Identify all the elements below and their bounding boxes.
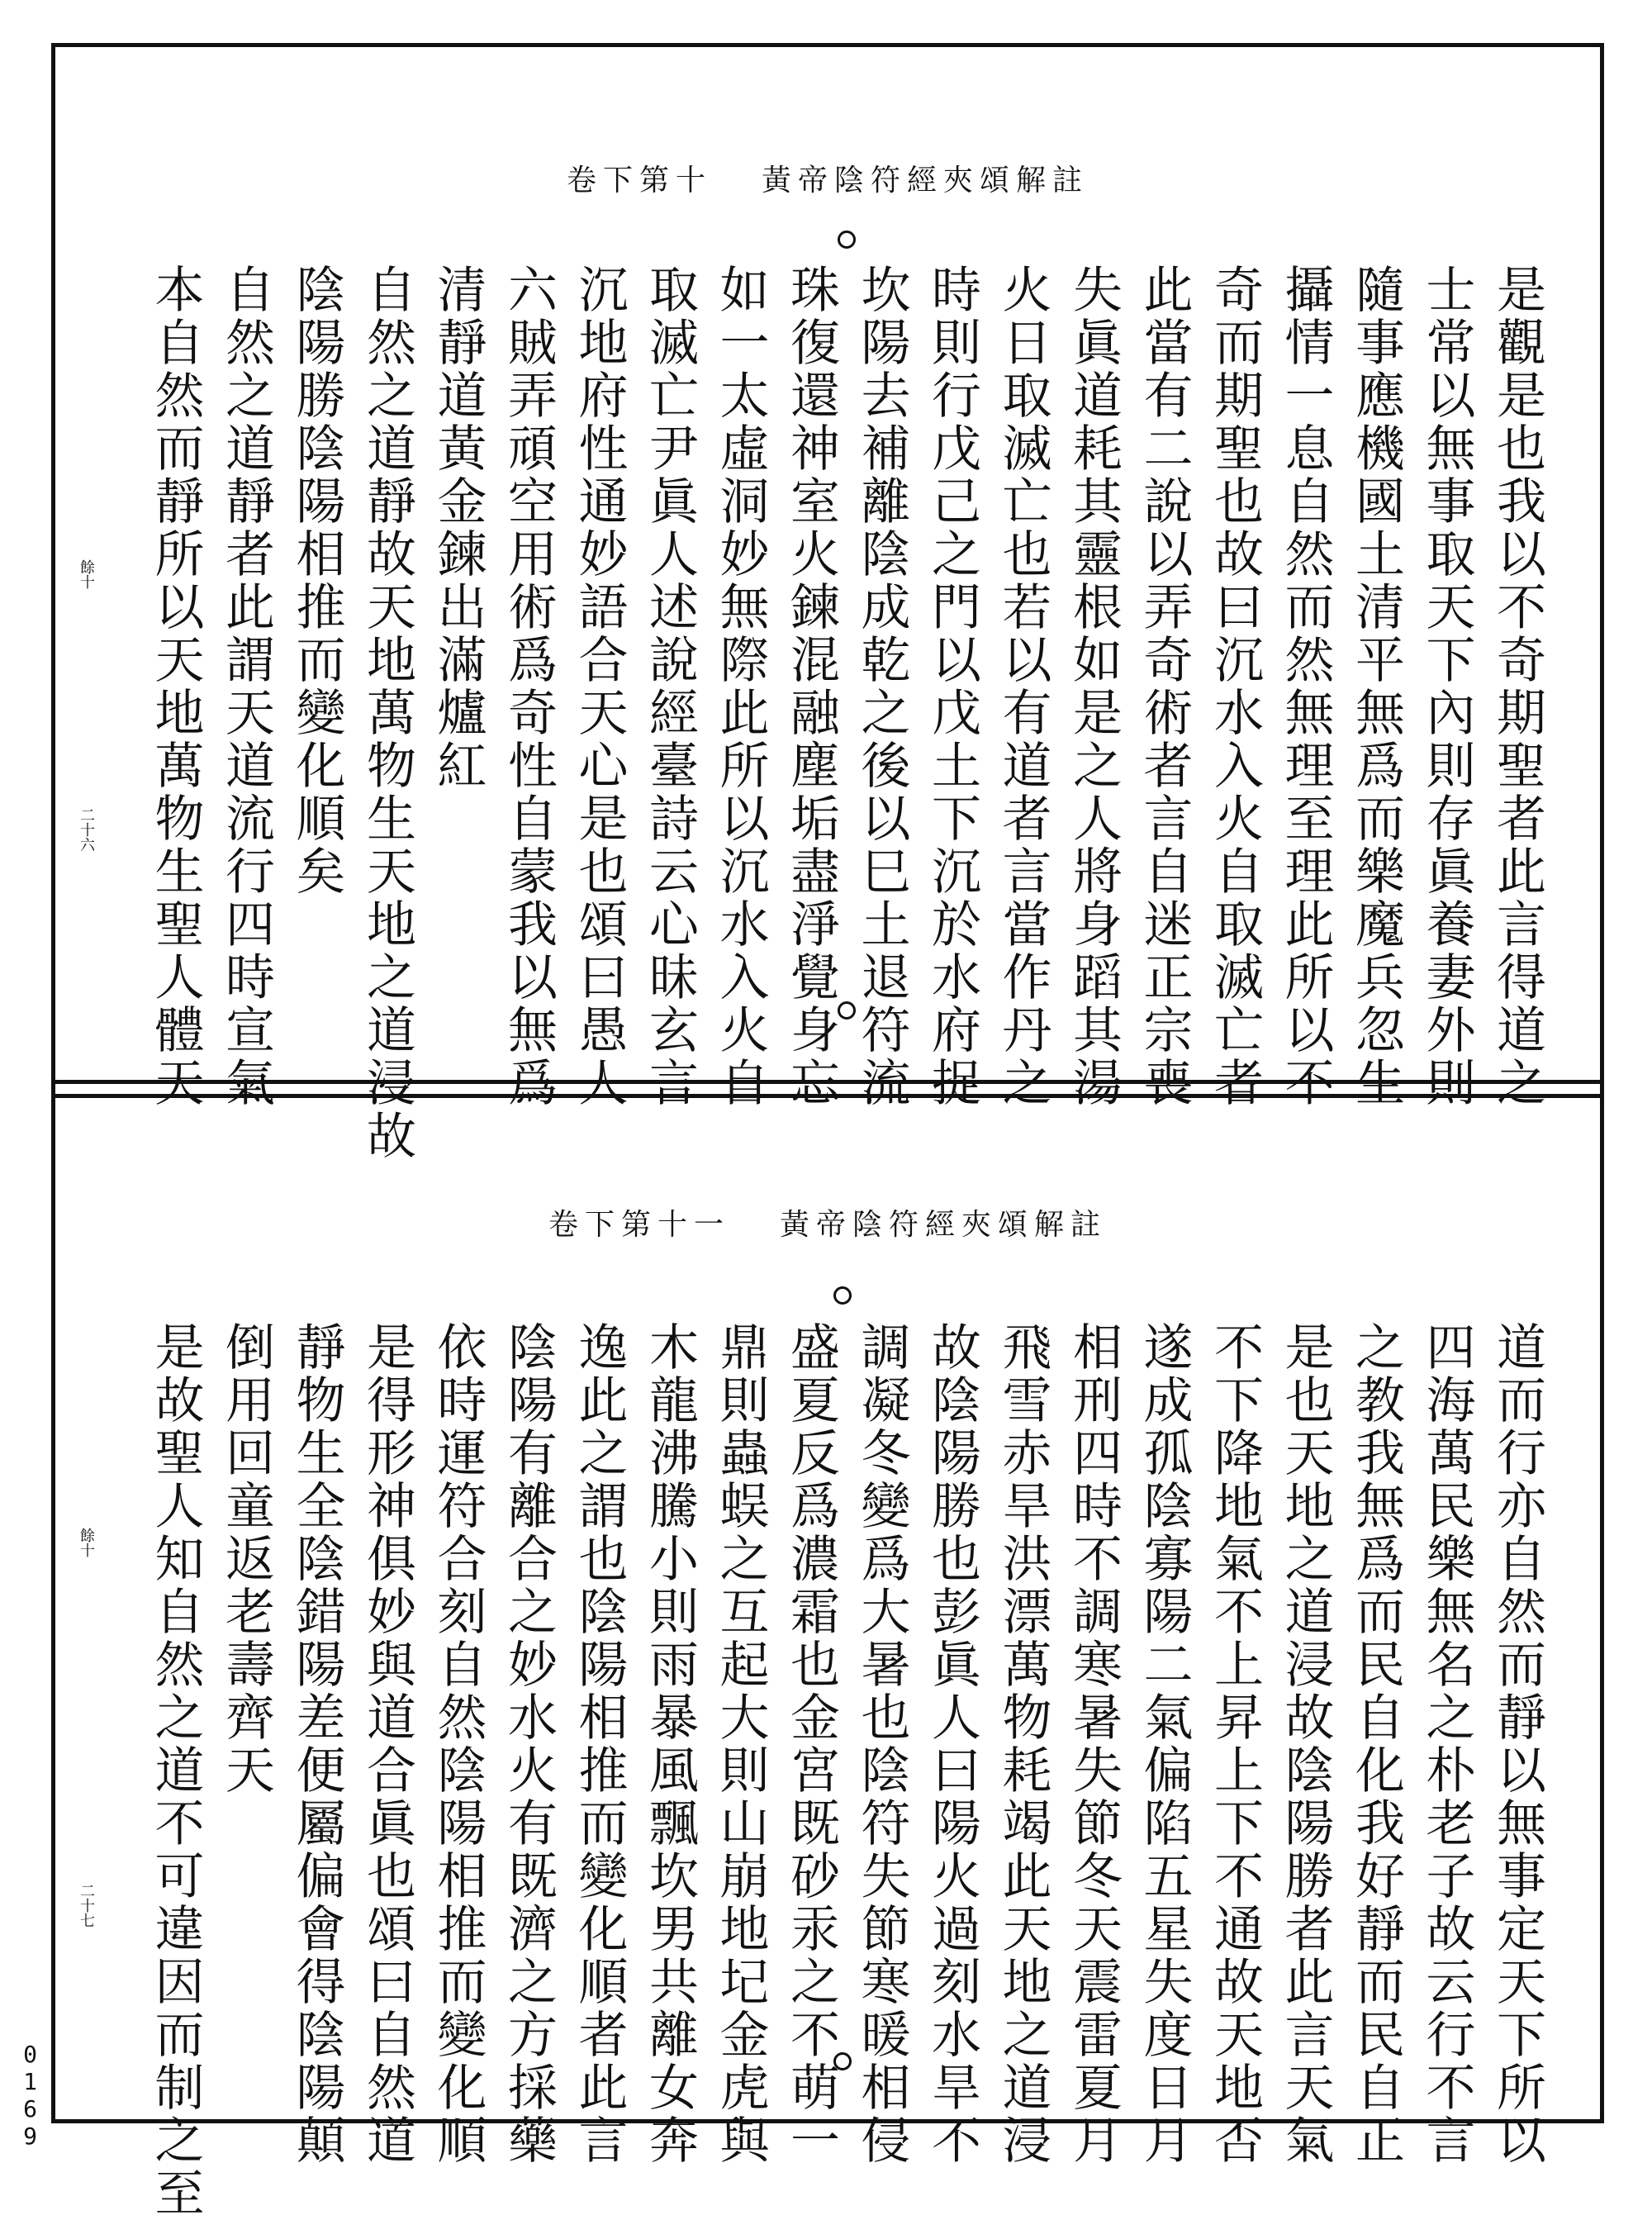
punctuation-circle (838, 231, 856, 249)
header-title: 黃帝陰符經夾頌解註 (762, 163, 1089, 197)
punctuation-circle (833, 1286, 852, 1305)
text-column: 遂成孤陰寡陽二氣偏陷五星失度日月 (1135, 1321, 1194, 2167)
upper-half-page (55, 47, 1600, 1162)
running-header (55, 145, 1600, 211)
text-column: 時則行戊己之門以戊土下沉於水府捉 (923, 264, 981, 1110)
running-header (55, 1189, 1600, 1255)
text-column: 依時運符合刻自然陰陽相推而變化順 (429, 1321, 487, 2167)
header-section: 卷下第十一 (548, 1207, 730, 1242)
text-column: 隨事應機國土清平無爲而樂魔兵忽生 (1347, 264, 1405, 1110)
text-column: 盛夏反爲濃霜也金宮既砂汞之不萌一 (782, 1321, 840, 2167)
footer-page-number: 二十六 (78, 807, 95, 852)
text-column: 珠復還神室火鍊混融塵垢盡淨覺身忘 (782, 264, 840, 1110)
text-column: 此當有二說以弄奇術者言自迷正宗喪 (1135, 264, 1194, 1110)
text-column: 如一太虛洞妙無際此所以沉水入火自 (711, 264, 770, 1110)
footer-page-number: 二十七 (78, 1883, 95, 1928)
text-column: 陰陽有離合之妙水火有既濟之方採藥 (500, 1321, 558, 2167)
scripture-page (51, 43, 1604, 2220)
text-column: 倒用回童返老壽齊天 (217, 1321, 275, 1797)
text-column: 士常以無事取天下內則存眞養妻外則 (1417, 264, 1476, 1110)
text-column: 沉地府性通妙語合天心是也頌曰愚人 (570, 264, 629, 1110)
text-column: 是觀是也我以不奇期聖者此言得道之 (1488, 264, 1546, 1110)
text-column: 清靜道黃金鍊出滿爐紅 (429, 264, 487, 792)
text-column: 四海萬民樂無名之朴老子故云行不言 (1417, 1321, 1476, 2167)
text-column: 靜物生全陰錯陽差便屬偏會得陰陽顛 (287, 1321, 346, 2167)
text-column: 六賊弄頑空用術爲奇性自蒙我以無爲 (500, 264, 558, 1110)
lower-half-page (55, 1098, 1600, 2220)
page-number: 0169 (17, 2041, 44, 2150)
footer-label: 餘十 (78, 559, 95, 589)
text-column: 鼎則蟲蜈之互起大則山崩地圮金虎與 (711, 1321, 770, 2167)
header-section: 卷下第十 (566, 163, 712, 197)
text-column: 故陰陽勝也彭眞人曰陽火過刻水旱不 (923, 1321, 981, 2167)
text-column: 取滅亡尹眞人述說經臺詩云心昧玄言 (641, 264, 699, 1110)
text-column: 坎陽去補離陰成乾之後以巳土退符流 (852, 264, 911, 1110)
text-column: 奇而期聖也故曰沉水入火自取滅亡者 (1206, 264, 1264, 1110)
text-column: 本自然而靜所以天地萬物生聖人體天 (146, 264, 205, 1110)
text-column: 自然之道靜故天地萬物生天地之道浸故 (358, 264, 416, 1162)
text-column: 是故聖人知自然之道不可違因而制之至 (146, 1321, 205, 2220)
text-column: 逸此之謂也陰陽相推而變化順者此言 (570, 1321, 629, 2167)
text-column: 飛雪赤旱洪漂萬物耗竭此天地之道浸 (994, 1321, 1052, 2167)
text-column: 道而行亦自然而靜以無事定天下所以 (1488, 1321, 1546, 2167)
text-column: 調凝冬變爲大暑也陰符失節寒暖相侵 (852, 1321, 911, 2167)
text-column: 火日取滅亡也若以有道者言當作丹之 (994, 264, 1052, 1110)
panel-divider (55, 1080, 1600, 1098)
text-column: 之教我無爲而民自化我好靜而民自正 (1347, 1321, 1405, 2167)
text-column: 陰陽勝陰陽相推而變化順矣 (287, 264, 346, 898)
text-column: 自然之道靜者此謂天道流行四時宣氣 (217, 264, 275, 1110)
footer-label: 餘十 (78, 1528, 95, 1557)
text-column: 失眞道耗其靈根如是之人將身蹈其湯 (1065, 264, 1123, 1110)
text-column: 攝情一息自然而然無理至理此所以不 (1276, 264, 1335, 1110)
text-column: 不下降地氣不上昇上下不通故天地否 (1206, 1321, 1264, 2167)
text-column: 相刑四時不調寒暑失節冬天震雷夏月 (1065, 1321, 1123, 2167)
text-column: 是得形神俱妙與道合眞也頌曰自然道 (358, 1321, 416, 2167)
text-column: 是也天地之道浸故陰陽勝者此言天氣 (1276, 1321, 1335, 2167)
header-title: 黃帝陰符經夾頌解註 (780, 1207, 1108, 1242)
text-column: 木龍沸騰小則雨暴風飄坎男共離女奔 (641, 1321, 699, 2167)
